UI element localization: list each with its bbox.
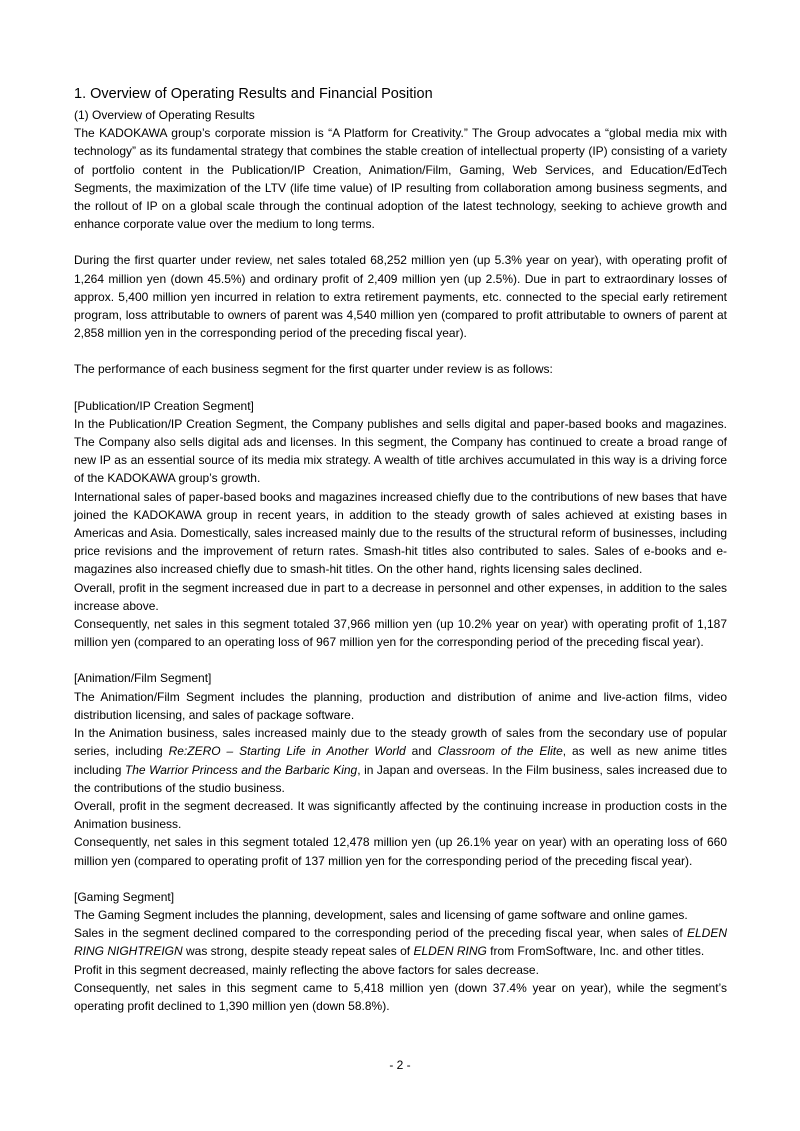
publication-paragraph-3: Overall, profit in the segment increased due in part to a decrease in personnel and other expenses, in addition to the sales increase above.	[74, 580, 727, 613]
intro-paragraph-mission: The KADOKAWA group’s corporate mission is “A Platform for Creativity.” The Group advocates a “global media mix with technology” as its fundamental strategy that combines the stable creation of intellectual property (IP) consisting of a variety of portfolio content in the Publication/IP Creation, Animation/Film, Gaming, Web Services, and Education/EdTech Segments, the maximization of the LTV (life time value) of IP resulting from collaboration among business segments, and the rollout of IP on a global scale through the continual adoption of the latest technology, seeking to achieve growth and enhance corporate value over the medium to long terms.	[74, 126, 727, 232]
publication-segment-title: [Publication/IP Creation Segment]	[74, 398, 254, 413]
document-page	[74, 84, 727, 1015]
gaming-segment-title: [Gaming Segment]	[74, 889, 175, 904]
gaming-paragraph-3: Profit in this segment decreased, mainly reflecting the above factors for sales decrease.	[74, 962, 539, 977]
animation-paragraph-2	[74, 724, 727, 797]
text-run: from FromSoftware, Inc. and other titles.	[486, 944, 705, 959]
intro-paragraph-segments: The performance of each business segment for the first quarter under review is as follows:	[74, 362, 553, 377]
text-run: Sales in the segment declined compared to the corresponding period of the preceding fiscal year, when sales of	[74, 926, 687, 941]
page-number: - 2 -	[389, 1058, 411, 1072]
gaming-paragraph-4: Consequently, net sales in this segment came to 5,418 million yen (down 37.4% year on year), while the segment’s operating profit declined to 1,390 million yen (down 58.8%).	[74, 980, 727, 1013]
title-elden-ring: ELDEN RING	[413, 944, 487, 959]
title-rezero: Re:ZERO – Starting Life in Another World	[168, 744, 406, 759]
title-warrior-princess: The Warrior Princess and the Barbaric King	[124, 762, 358, 777]
publication-paragraph-2: International sales of paper-based books and magazines increased chiefly due to the contributions of new bases that have joined the KADOKAWA group in recent years, in addition to the steady growth of sales achieved at existing bases in Americas and Asia. Domestically, sales increased mainly due to the results of the structural reform of businesses, including price revisions and the improvement of return rates. Smash-hit titles also contributed to sales. Sales of e-books and e-magazines also increased chiefly due to smash-hit titles. On the other hand, rights licensing sales declined.	[74, 489, 727, 577]
animation-paragraph-4: Consequently, net sales in this segment totaled 12,478 million yen (up 26.1% year on year) with an operating loss of 660 million yen (compared to operating profit of 137 million yen for the corresponding period of the preceding fiscal year).	[74, 835, 727, 868]
text-run: was strong, despite steady repeat sales of	[182, 944, 414, 959]
animation-paragraph-3: Overall, profit in the segment decreased. It was significantly affected by the continuing increase in production costs in the Animation business.	[74, 798, 727, 832]
title-classroom: Classroom of the Elite	[437, 744, 563, 759]
text-run: and	[405, 744, 438, 759]
animation-paragraph-1: The Animation/Film Segment includes the planning, production and distribution of anime and live-action films, video distribution licensing, and sales of package software.	[74, 689, 727, 722]
text-run: , in Japan and overseas. In the Film business, sales increased due to the contributions of the studio business.	[74, 762, 727, 795]
section-heading: 1. Overview of Operating Results and Financial Position	[74, 86, 433, 102]
gaming-paragraph-1: The Gaming Segment includes the planning, development, sales and licensing of game software and online games.	[74, 907, 688, 922]
gaming-paragraph-2	[74, 924, 727, 960]
intro-paragraph-results: During the first quarter under review, net sales totaled 68,252 million yen (up 5.3% year on year), with operating profit of 1,264 million yen (down 45.5%) and ordinary profit of 2,409 million yen (up 2.5%). Due in part to extraordinary losses of approx. 5,400 million yen incurred in relation to extra retirement payments, etc. connected to the special early retirement program, loss attributable to owners of parent was 4,540 million yen (compared to profit attributable to owners of parent at 2,858 million yen in the corresponding period of the preceding fiscal year).	[74, 253, 727, 341]
animation-segment-title: [Animation/Film Segment]	[74, 671, 212, 686]
publication-paragraph-4: Consequently, net sales in this segment totaled 37,966 million yen (up 10.2% year on year) with operating profit of 1,187 million yen (compared to an operating loss of 967 million yen for the corresponding period of the preceding fiscal year).	[74, 617, 727, 650]
text-run: In the Animation business, sales increased mainly due to the steady growth of sales from the secondary use of popular series, including	[74, 726, 727, 759]
text-run: , as well as new anime titles including	[74, 744, 727, 777]
publication-paragraph-1: In the Publication/IP Creation Segment, the Company publishes and sells digital and paper-based books and magazines. The Company also sells digital ads and licenses. In this segment, the Company has continued to create a broad range of new IP as an essential source of its media mix strategy. A wealth of title archives accumulated in this way is a driving force of the KADOKAWA group’s growth.	[74, 416, 727, 486]
subsection-heading: (1) Overview of Operating Results	[74, 108, 255, 122]
title-elden-ring-nightreign: ELDEN RING NIGHTREIGN	[74, 926, 727, 959]
